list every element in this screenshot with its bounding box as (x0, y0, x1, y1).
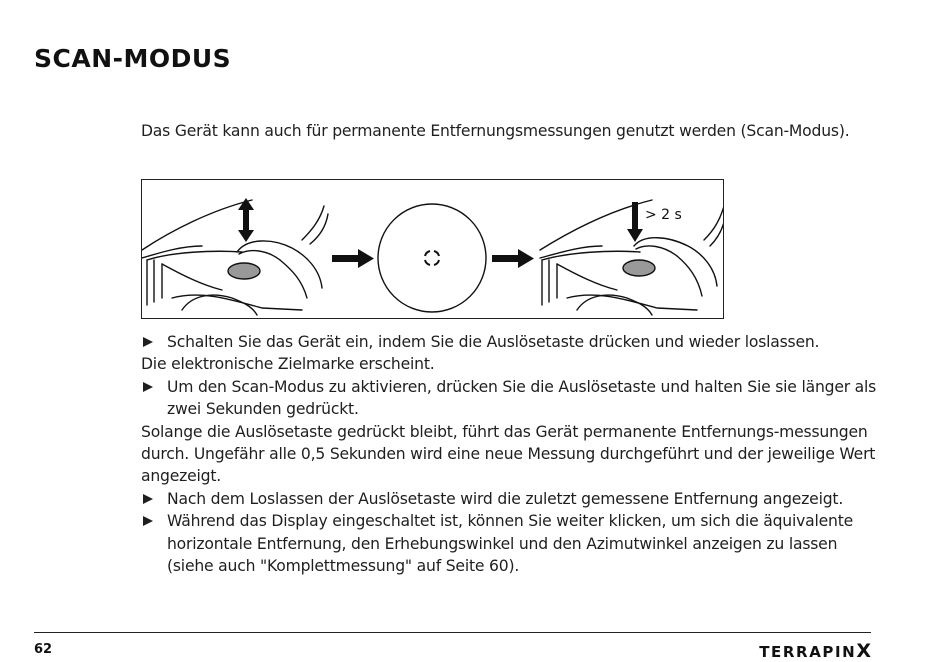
page-number: 62 (34, 642, 53, 657)
instruction-step (141, 510, 881, 577)
arrow-right-icon (492, 249, 534, 268)
bullet-triangle-icon (143, 337, 153, 347)
brand-suffix: X (856, 640, 871, 662)
instruction-step (141, 331, 881, 353)
arrow-right-icon (332, 249, 374, 268)
instruction-step-text: Nach dem Loslassen der Auslösetaste wird die zuletzt gemessene Entfernung angezeigt. (167, 489, 844, 508)
press-release-arrow-icon (238, 198, 254, 242)
bullet-triangle-icon (143, 382, 153, 392)
result-text-content: Solange die Auslösetaste gedrückt bleibt, führt das Gerät permanente Entfernungs-messungen durch. Ungefähr alle 0,5 Sekunden wird eine neue Messung durchgeführt und der jeweilige Wert angezeigt. (141, 422, 876, 486)
brand-name: TERRAPIN (759, 643, 857, 661)
result-text (141, 353, 881, 375)
bullet-triangle-icon (143, 494, 153, 504)
result-text (141, 421, 881, 488)
instruction-step-text: Schalten Sie das Gerät ein, indem Sie die Auslösetaste drücken und wieder loslassen. (167, 333, 820, 351)
intro-text: Das Gerät kann auch für permanente Entfernungsmessungen genutzt werden (Scan-Modus). (141, 122, 850, 140)
result-text-content: Die elektronische Zielmarke erscheint. (141, 355, 435, 374)
instruction-step (141, 488, 881, 510)
hold-duration-label: > 2 s (645, 207, 682, 223)
page-heading: SCAN-MODUS (34, 44, 232, 73)
instruction-step-text: Während das Display eingeschaltet ist, können Sie weiter klicken, um sich die äquivalente horizontale Entfernung, den Erhebungswinkel und den Azimutwinkel anzeigen zu lassen (siehe auch "Komplettmessung" auf Seite 60). (167, 512, 854, 576)
instructions (141, 331, 881, 577)
brand-logo (759, 640, 871, 662)
press-hold-arrow-icon (627, 202, 643, 242)
bullet-triangle-icon (143, 516, 153, 526)
instruction-step (141, 376, 881, 421)
scan-mode-illustration (141, 179, 724, 319)
display-reticle-illustration (378, 204, 486, 312)
instruction-step-text: Um den Scan-Modus zu aktivieren, drücken Sie die Auslösetaste und halten Sie sie länger als zwei Sekunden gedrückt. (167, 377, 877, 419)
device-press-release-illustration (142, 200, 328, 315)
footer-divider (34, 632, 871, 633)
